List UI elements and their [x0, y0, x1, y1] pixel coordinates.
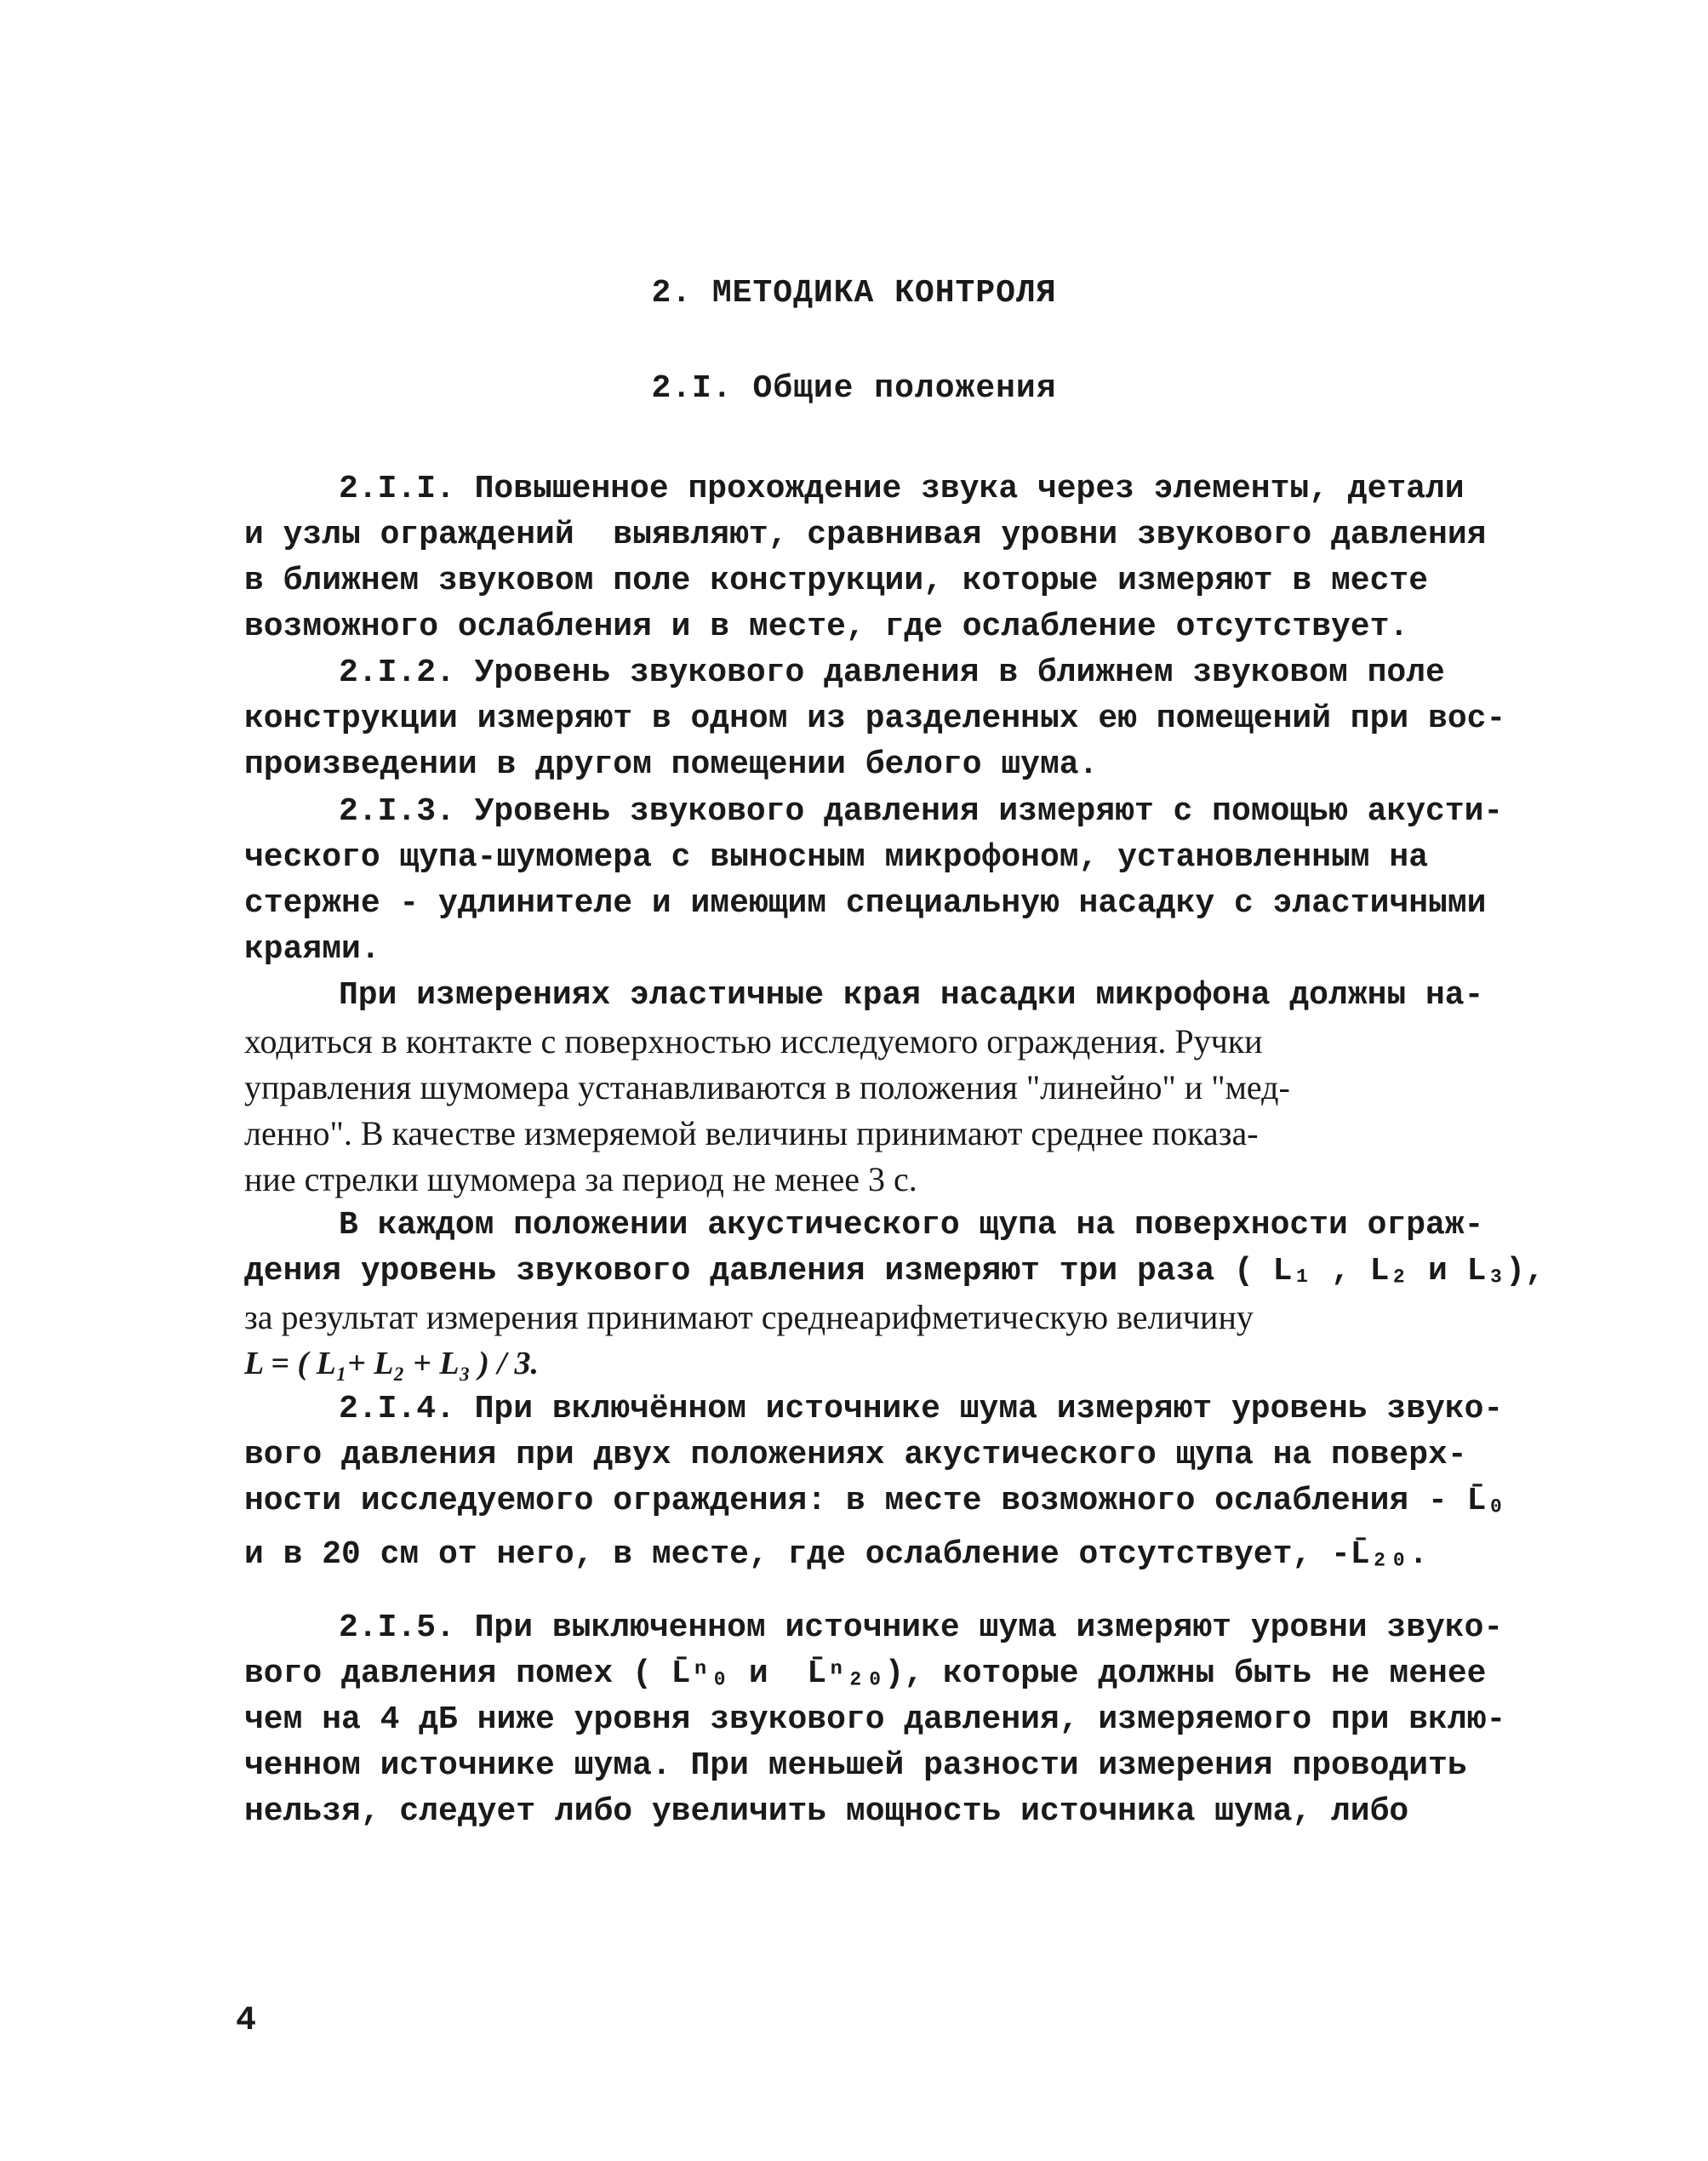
text-line: ленно". В качестве измеряемой величины принимают среднее показа-	[244, 1114, 1259, 1152]
text-line: стержне - удлинителе и имеющим специальную насадку с эластичными	[244, 885, 1487, 922]
text-line: вого давления при двух положениях акустического щупа на поверх-	[244, 1437, 1467, 1473]
text-line: за результат измерения принимают среднеарифметическую величину	[244, 1298, 1254, 1336]
text-line: 2.I.I. Повышенное прохождение звука через элементы, детали	[339, 471, 1465, 507]
text-line: чем на 4 дБ ниже уровня звукового давления, измеряемого при вклю-	[244, 1701, 1506, 1738]
text-line: конструкции измеряют в одном из разделенных ею помещений при вос-	[244, 700, 1506, 737]
formula-line: L = ( L₁+ L₂ + L₃ ) / 3.	[244, 1346, 540, 1381]
text-line: ности исследуемого ограждения: в месте возможного ослабления - L̄₀	[244, 1483, 1506, 1519]
text-line: В каждом положении акустического щупа на поверхности ограж-	[339, 1207, 1484, 1243]
text-line: 2.I.3. Уровень звукового давления измеряют с помощью акусти-	[339, 793, 1504, 830]
text-line: возможного ослабления и в месте, где ослабление отсутствует.	[244, 609, 1409, 645]
text-line: и в 20 см от него, в месте, где ослабление отсутствует, -L̄₂₀.	[244, 1536, 1429, 1573]
text-line: ние стрелки шумомера за период не менее 3 с.	[244, 1160, 917, 1198]
text-line: управления шумомера устанавливаются в положения "линейно" и "мед-	[244, 1068, 1290, 1106]
text-line: произведении в другом помещении белого шума.	[244, 746, 1099, 783]
text-line: вого давления помех ( L̄ⁿ₀ и L̄ⁿ₂₀), которые должны быть не менее	[244, 1655, 1487, 1692]
text-line: При измерениях эластичные края насадки микрофона должны на-	[339, 977, 1484, 1014]
text-line: ходиться в контакте с поверхностью исследуемого ограждения. Ручки	[244, 1022, 1263, 1060]
text-line: в ближнем звуковом поле конструкции, которые измеряют в месте	[244, 563, 1429, 599]
text-line: 2.I.2. Уровень звукового давления в ближнем звуковом поле	[339, 655, 1445, 691]
subsection-title: 2.I. Общие положения	[651, 370, 1057, 407]
text-line: краями.	[244, 931, 380, 968]
text-line: дения уровень звукового давления измеряют три раза ( L₁ , L₂ и L₃),	[244, 1253, 1545, 1289]
text-line: 2.I.4. При включённом источнике шума измеряют уровень звуко-	[339, 1391, 1504, 1427]
section-title: 2. МЕТОДИКА КОНТРОЛЯ	[651, 275, 1057, 312]
page-number: 4	[236, 2002, 257, 2040]
text-line: 2.I.5. При выключенном источнике шума измеряют уровни звуко-	[339, 1609, 1504, 1646]
text-line: ченном источнике шума. При меньшей разности измерения проводить	[244, 1747, 1467, 1784]
text-line: и узлы ограждений выявляют, сравнивая уровни звукового давления	[244, 517, 1487, 553]
text-line: нельзя, следует либо увеличить мощность источника шума, либо	[244, 1793, 1409, 1830]
text-line: ческого щупа-шумомера с выносным микрофоном, установленным на	[244, 839, 1429, 876]
